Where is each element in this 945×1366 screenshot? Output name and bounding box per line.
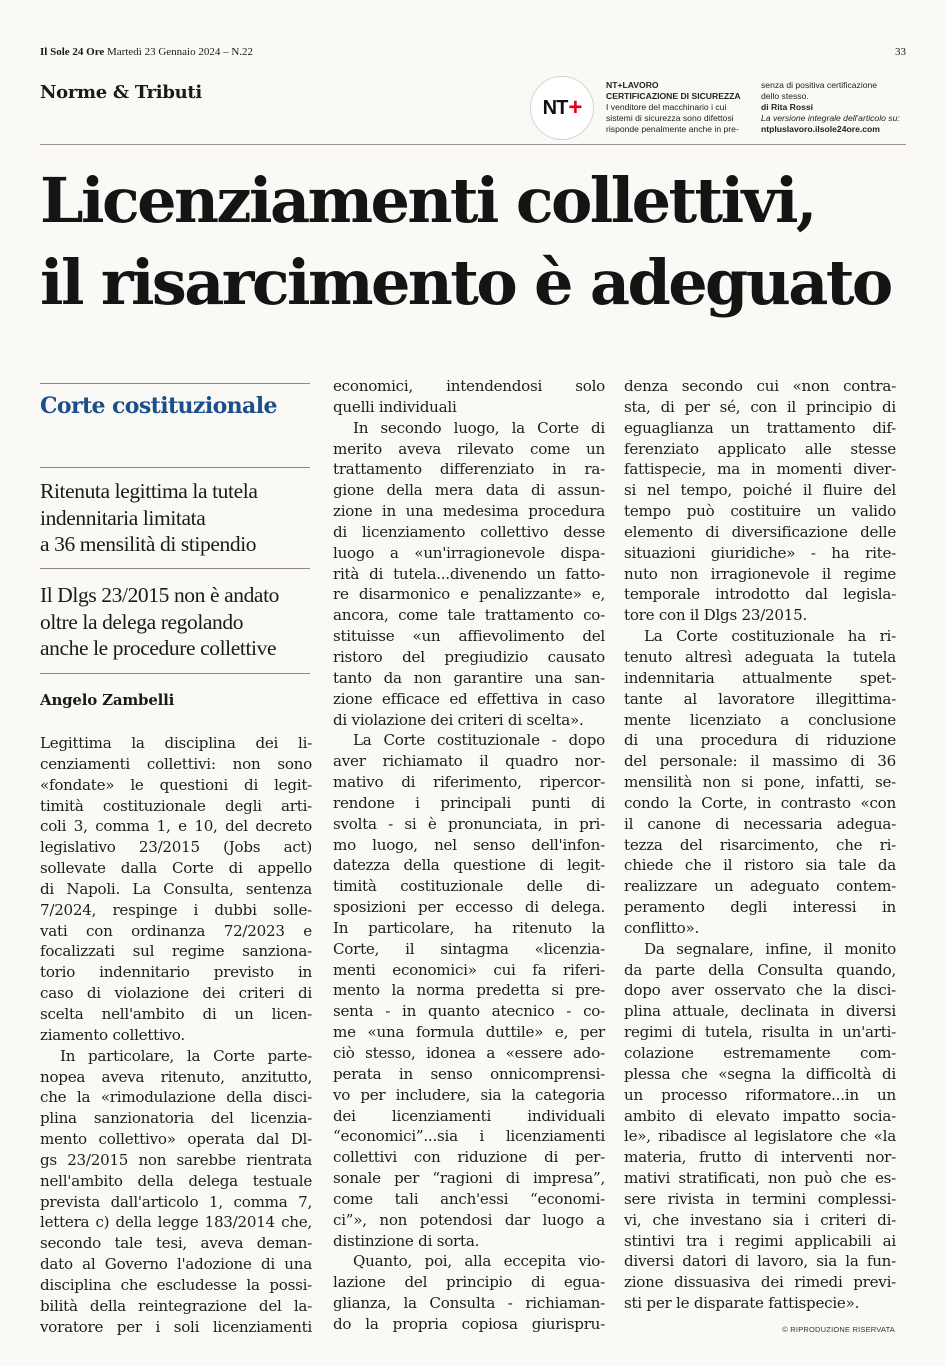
promo-line: senza di positiva certificazione — [761, 80, 878, 90]
article-column-2 — [333, 376, 605, 1335]
section-title: Norme & Tributi — [40, 82, 202, 103]
article-line: sti per le disparate fattispecie». — [624, 1294, 860, 1313]
article-line: perata in senso onnicomprensi- — [333, 1064, 605, 1083]
article-line: condo la Corte, in contrasto «con — [624, 793, 896, 812]
article-line: nuto non irragionevole il regime — [624, 564, 896, 583]
article-line: ferenziato applicato alle stesse — [624, 439, 896, 458]
headline-line: il risarcimento è adeguato — [40, 246, 891, 319]
newspaper-name: Il Sole 24 Ore — [40, 46, 105, 58]
article-line: stintivi tra i regimi applicabili ai — [624, 1231, 896, 1250]
article-line: peramento degli interessi in — [624, 898, 896, 917]
article-line: tempo può costituire un valido — [624, 502, 896, 521]
article-line: do la propria copiosa giurispru- — [333, 1314, 605, 1333]
promo-line: dello stesso. — [761, 91, 809, 101]
article-line: re disarmonico e penalizzante» e, — [333, 585, 605, 604]
article-line: plina sanzionatoria del licenzia- — [40, 1109, 312, 1128]
article-line: voratore per i soli licenziamenti — [40, 1317, 312, 1336]
article-line: da parte della Consulta quando, — [624, 960, 896, 979]
article-line: elemento di diversificazione delle — [624, 522, 896, 541]
promo-line: NT+LAVORO — [606, 80, 659, 90]
masthead-dateline-group — [40, 46, 253, 58]
promo-line: di Rita Rossi — [761, 102, 814, 112]
article-line: realizzare un adeguato contem- — [624, 877, 896, 896]
promo-line: La versione integrale dell'articolo su: — [761, 113, 900, 123]
article-line: mento collettivo» operata dal Dl- — [40, 1130, 312, 1149]
article-line: lazione del principio di egua- — [333, 1273, 605, 1292]
article-line: regimi di tutela, risulta in un'arti- — [624, 1023, 896, 1042]
article-line: tore con il Dlgs 23/2015. — [624, 606, 807, 625]
article-line: ambito di elevato impatto socia- — [624, 1106, 896, 1125]
article-line: mensilità non si pone, infatti, se- — [624, 773, 896, 792]
article-line: trattamento differenziato in ra- — [333, 460, 605, 479]
article-line: torio indennitario previsto in — [40, 963, 312, 982]
summary-line: a 36 mensilità di stipendio — [40, 532, 257, 556]
article-line: eguaglianza un trattamento dif- — [624, 418, 896, 437]
nt-plus-logo[interactable] — [530, 76, 594, 140]
article-line: ancora, come tale trattamento co- — [333, 606, 605, 625]
article-line: sollevate dalla Corte di appello — [40, 859, 312, 878]
article-line: mativi stratificati, non può che es- — [624, 1169, 896, 1188]
article-line: di violazione dei criteri di scelta». — [333, 710, 584, 729]
article-line: mento la norma predetta si pre- — [333, 981, 605, 1000]
article-line: plina attuale, declinata in diversi — [624, 1002, 896, 1021]
article-line: tezza del risarcimento, che ri- — [624, 835, 896, 854]
article-line: prevista dall'articolo 1, comma 7, — [40, 1192, 312, 1211]
summary-line: Ritenuta legittima la tutela — [40, 479, 258, 503]
article-line: rità di tutela...divenendo un fatto- — [333, 564, 605, 583]
promo-box-column-2 — [761, 80, 911, 135]
article-line: svolta - si è pronunciata, in pri- — [333, 814, 605, 833]
article-line: scelta nell'ambito di un licen- — [40, 1004, 312, 1023]
article-line: La Corte costituzionale - dopo — [353, 731, 605, 750]
article-line: Corte, il sintagma «licenzia- — [333, 939, 605, 958]
article-line: nopea aveva ritenuto, anzitutto, — [40, 1067, 312, 1086]
article-line: situazioni giuridiche» - ha rite- — [624, 543, 896, 562]
article-line: coli 3, comma 1, e 10, del decreto — [40, 817, 312, 836]
article-line: gs 23/2015 non sarebbe rientrata — [40, 1150, 312, 1169]
kicker: Corte costituzionale — [40, 393, 277, 419]
article-line: tenuto altresì adeguata la tutela — [624, 647, 896, 666]
article-line: caso di violazione dei criteri di — [40, 984, 312, 1003]
article-line: che la «rimodulazione della disci- — [40, 1088, 312, 1107]
article-column-3 — [624, 376, 896, 1314]
article-line: le», ribadisce al legislatore che «la — [624, 1127, 896, 1146]
article-line: glianza, la Consulta - richiaman- — [333, 1294, 605, 1313]
article-line: menti economici» cui fa riferi- — [333, 960, 605, 979]
article-line: aver richiamato il quadro nor- — [333, 752, 605, 771]
masthead — [40, 46, 906, 64]
article-line: sposizioni per eccesso di delega. — [333, 898, 605, 917]
article-line: datezza della questione di legit- — [333, 856, 605, 875]
promo-line: sistemi di sicurezza sono difettosi — [606, 113, 734, 123]
summary-line: indennitaria limitata — [40, 505, 206, 530]
article-line: merito aveva rilevato come un — [333, 439, 605, 458]
summary-divider — [40, 568, 310, 569]
article-line: indennitaria attualmente spet- — [624, 668, 896, 687]
article-line: colazione estremamente com- — [624, 1044, 896, 1062]
author-rule — [40, 673, 310, 674]
summary-line: anche le procedure collettive — [40, 636, 277, 660]
article-line: Legittima la disciplina dei li- — [40, 734, 312, 752]
article-line: sonale per “ragioni di impresa”, — [333, 1169, 605, 1188]
summary-line: oltre la delega regolando — [40, 609, 244, 634]
article-line: secondo tale tesi, aveva deman- — [40, 1234, 312, 1253]
kicker-rule-top — [40, 383, 310, 384]
article-line: zione efficace ed effettiva in caso — [333, 689, 605, 708]
article-line: 7/2024, respinge i dubbi solle- — [40, 900, 312, 919]
article-line: La Corte costituzionale ha ri- — [644, 627, 896, 646]
article-line: quelli individuali — [333, 397, 457, 416]
article-line: ci”», non potendosi dar luogo a — [333, 1210, 605, 1229]
article-line: timità costituzionale degli arti- — [40, 796, 312, 815]
article-line: un processo riformatore...in un — [624, 1085, 896, 1104]
article-line: me «una formula duttile» e, per — [333, 1023, 605, 1042]
article-line: nell'ambito della delega testuale — [40, 1171, 312, 1190]
logo-text: NT — [542, 96, 568, 119]
article-line: materia, frutto di interventi nor- — [624, 1148, 896, 1167]
article-line: In particolare, ha ritenuto la — [333, 918, 605, 937]
article-line: fattispecie, ma in momenti diver- — [624, 460, 896, 479]
summary-secondary — [40, 582, 320, 662]
dateline: Martedì 23 Gennaio 2024 – N.22 — [107, 46, 254, 58]
article-line: stituisse «un affievolimento del — [333, 627, 605, 646]
article-line: legislativo 23/2015 (Jobs act) — [40, 838, 312, 857]
article-line: «fondate» le questioni di legit- — [40, 775, 312, 794]
article-line: collettivi con riduzione di per- — [333, 1148, 605, 1167]
author-byline: Angelo Zambelli — [40, 691, 175, 709]
article-line: distinzione di sorta. — [333, 1231, 480, 1250]
article-line: In secondo luogo, la Corte di — [353, 418, 605, 437]
article-line: temporale introdotto dal legisla- — [624, 585, 896, 604]
summary-line: Il Dlgs 23/2015 non è andato — [40, 583, 280, 607]
article-line: vi, che investano sia i criteri di- — [624, 1210, 896, 1229]
article-line: si nel tempo, poiché il fluire del — [624, 481, 896, 500]
article-line: rendone i principali punti di — [333, 793, 605, 812]
article-line: mente licenziato a conclusione — [624, 710, 896, 729]
header-divider — [40, 144, 906, 145]
article-line: dopo aver osservato che la disci- — [624, 981, 896, 1000]
article-line: cenziamenti collettivi: non sono — [40, 754, 312, 773]
promo-line[interactable]: ntpluslavoro.ilsole24ore.com — [761, 124, 880, 134]
article-line: tante al lavoratore illegittima- — [624, 689, 896, 708]
article-line: senta - in quanto atecnico - co- — [333, 1002, 605, 1021]
article-line: In particolare, la Corte parte- — [60, 1046, 312, 1065]
article-line: plessa che «segna la difficoltà di — [624, 1064, 896, 1083]
article-line: di una procedura di riduzione — [624, 731, 896, 750]
article-line: disciplina che escludesse la possi- — [40, 1275, 312, 1294]
headline-line: Licenziamenti collettivi, — [40, 164, 815, 237]
promo-box-column-1 — [606, 80, 746, 135]
article-line: il canone di necessaria adegua- — [624, 814, 896, 833]
article-line: ziamento collettivo. — [40, 1025, 185, 1044]
article-line: Da segnalare, infine, il monito — [644, 939, 896, 958]
article-line: ristoro del pregiudizio causato — [333, 647, 605, 666]
article-line: denza secondo cui «non contra- — [624, 377, 896, 395]
summary-rule-top — [40, 467, 310, 468]
article-line: sere rivista in termini complessi- — [624, 1189, 896, 1208]
page-number: 33 — [895, 46, 906, 58]
article-line: timità costituzionale delle di- — [333, 877, 605, 896]
copyright-notice: © RIPRODUZIONE RISERVATA — [782, 1325, 895, 1334]
article-line: zione dissuasiva dei rimedi previ- — [624, 1273, 896, 1292]
summary-primary — [40, 478, 320, 558]
article-column-1 — [40, 733, 312, 1337]
article-line: ciò stesso, idonea a «essere ado- — [333, 1044, 605, 1062]
article-line: conflitto». — [624, 918, 700, 937]
promo-line: risponde penalmente anche in pre- — [606, 124, 739, 134]
article-line: “economici”...sia i licenziamenti — [333, 1127, 605, 1146]
article-line: mativo di riferimento, ripercor- — [333, 773, 605, 792]
article-line: focalizzati sul regime sanziona- — [40, 942, 312, 961]
article-line: vo per includere, sia la categoria — [333, 1085, 605, 1104]
headline — [40, 160, 906, 324]
article-line: chiede che il ristoro sia tale da — [624, 856, 896, 875]
promo-line: CERTIFICAZIONE DI SICUREZZA — [606, 91, 741, 101]
article-line: Quanto, poi, alla eccepita vio- — [353, 1252, 605, 1271]
article-line: di licenziamento collettivo desse — [333, 522, 605, 541]
article-line: zione in una medesima procedura — [333, 502, 605, 521]
article-line: di Napoli. La Consulta, sentenza — [40, 879, 312, 898]
promo-line: I venditore del macchinario i cui — [606, 102, 727, 112]
article-line: del personale: il massimo di 36 — [624, 752, 896, 771]
article-line: economici, intendendosi solo — [333, 377, 605, 395]
plus-icon: + — [568, 94, 582, 121]
article-line: tanto da non garantire una san- — [333, 668, 605, 687]
article-line: diversi datori di lavoro, sia la fun- — [624, 1252, 896, 1271]
article-line: gione della mera data di assun- — [333, 481, 605, 500]
article-line: vati con ordinanza 72/2023 e — [40, 921, 312, 940]
article-line: luogo a «un'irragionevole dispa- — [333, 543, 605, 562]
article-line: mo luogo, nel senso dell'infon- — [333, 835, 605, 854]
article-line: come tali anch'essi “economi- — [333, 1189, 605, 1208]
article-line: dei licenziamenti individuali — [333, 1106, 605, 1125]
article-line: sta, di per sé, con il principio di — [624, 397, 896, 416]
article-line: bilità della reintegrazione del la- — [40, 1296, 312, 1315]
article-line: lettera c) della legge 183/2014 che, — [40, 1213, 312, 1232]
article-line: dato al Governo l'adozione di una — [40, 1255, 312, 1274]
